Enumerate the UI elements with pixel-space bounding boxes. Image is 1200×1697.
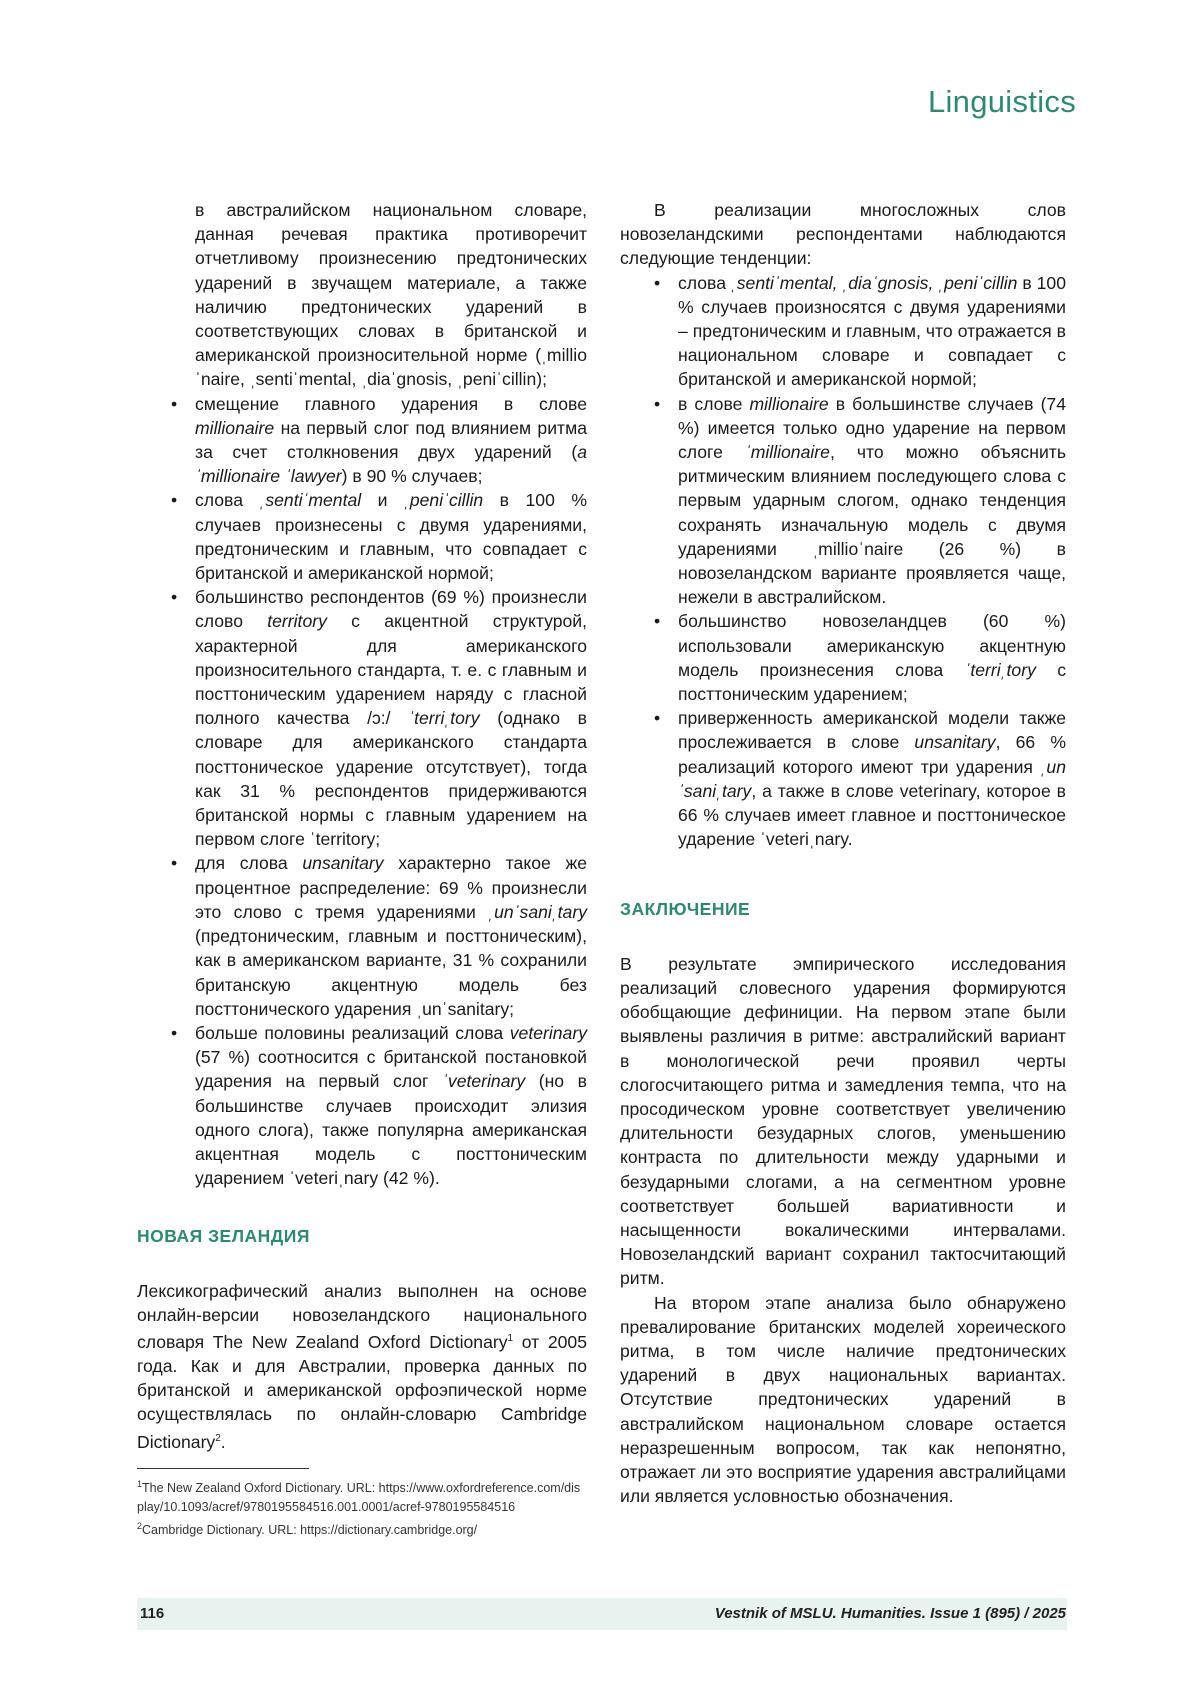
intro-paragraph: В реализации многосложных слов новозеландскими респондентами наблюдаются следующие тенденции: [620, 200, 1066, 269]
list-item: • большинство респондентов (69 %) произнесли слово territory с акцентной структурой, характерной для американского произносительного стандарта, т. е. с главным и посттоническим ударением наряду с гласной полного качества /ɔ:/ ˈterriˌtory (однако в словаре для американского стандарта посттоническое ударение отсутствует), тогда как 31 % респондентов придерживаются британской нормы с главным ударением на первом слоге ˈterritory; [171, 587, 588, 850]
list-item: • для слова unsanitary характерно такое же процентное распределение: 69 % произнесли это слово с тремя ударениями ˌunˈsaniˌtary (предтоническим, главным и посттоническим), как в американском варианте, 31 % сохранили британскую акцентную модель без посттонического ударения ˌunˈsanitary; [171, 853, 587, 1019]
list-item: • слова ˌsentiˈmental и ˌpeniˈcillin в 100 % случаев произнесены с двумя ударениями, предтоническим и главным, что совпадает с британской и американской нормой; [171, 490, 587, 584]
page-number: 116 [140, 1605, 165, 1622]
list-item: • смещение главного ударения в слове millionaire на первый слог под влиянием ритма за счет столкновения двух ударений (a ˈmillionaire ˈlawyer) в 90 % случаев; [171, 393, 587, 487]
left-bullet-list [137, 392, 587, 1191]
right-column [620, 198, 1066, 1508]
footnote-divider [137, 1468, 309, 1469]
list-item: • в слове millionaire в большинстве случаев (74 %) имеется только одно ударение на первом слоге ˈmillionaire, что можно объяснить ритмическим влиянием последующего слова с первым ударным слогом, однако тенденция сохранять изначальную модель с двумя ударениями ˌmillioˈnaire (26 %) в новозеландском варианте проявляется чаще, нежели в австралийском. [654, 393, 1067, 608]
section-title: Linguistics [927, 84, 1076, 119]
list-item: • слова ˌsentiˈmental, ˌdiaˈgnosis, ˌpeniˈcillin в 100 % случаев произносятся с двумя ударениями – предтоническим и главным, что отражается в национальном словаре и совпадает с британской и американской нормой; [654, 272, 1067, 390]
right-bullet-list [620, 271, 1066, 852]
heading-new-zealand: НОВАЯ ЗЕЛАНДИЯ [137, 1226, 310, 1247]
journal-citation: Vestnik of MSLU. Humanities. Issue 1 (895) / 2025 [714, 1605, 1066, 1622]
left-column [137, 198, 587, 1540]
footnote-1: $^1$The New Zealand Oxford Dictionary. URL: https://www.oxfordreference.com/display/10.1093/acref/9780195584516.001.0001/acref-9780195584516 [137, 1478, 581, 1514]
nz-paragraph: Лексикографический анализ выполнен на основе онлайн-версии новозеландского национального словаря The New Zealand Oxford Dictionary$^1$ от 2005 года. Как и для Австралии, проверка данных по британской и американской орфоэпической норме осуществлялась по онлайн-словарю Cambridge Dictionary$^2$. [137, 1280, 587, 1452]
footnote-2: $^2$Cambridge Dictionary. URL: https://dictionary.cambridge.org/ [137, 1520, 478, 1537]
conclusion-paragraph-2: На втором этапе анализа было обнаружено превалирование британских моделей хореического ритма, в том числе наличие предтонических ударений в двух национальных вариантах. Отсутствие предтонических ударений в австралийском национальном словаре остается неразрешенным вопросом, так как непонятно, отражает ли это восприятие ударения австралийцами или является условностью обозначения. [620, 1292, 1066, 1507]
continued-paragraph: в австралийском национальном словаре, данная речевая практика противоречит отчетливому произнесению предтонических ударений в звучащем материале, а также наличию предтонических ударений в соответствующих словах в британской и американской произносительной норме (ˌmillioˈnaire, ˌsentiˈmental, ˌdiaˈgnosis, ˌpeniˈcillin); [195, 200, 587, 390]
list-item: • приверженность американской модели также прослеживается в слове unsanitary, 66 % реализаций которого имеют три ударения ˌunˈsaniˌtary, а также в слове veterinary, которое в 66 % случаев имеет главное и посттоническое ударение ˈveteriˌnary. [654, 708, 1066, 850]
list-item: • больше половины реализаций слова veterinary (57 %) соотносится с британской постановкой ударения на первый слог ˈveterinary (но в большинстве случаев происходит элизия одного слога), также популярна американская акцентная модель с посттоническим ударением ˈveteriˌnary (42 %). [171, 1022, 587, 1189]
conclusion-paragraph-1: В результате эмпирического исследования реализаций словесного ударения формируются обобщающие дефиниции. На первом этапе были выявлены различия в ритме: австралийский вариант в монологической речи проявил черты слогосчитающего ритма и замедления темпа, что на просодическом уровне соответствует увеличению длительности безударных слогов, уменьшению контраста по длительности между ударными и безударными слогами, а на сегментном уровне соответствует большей вариативности и насыщенности вокалическими интервалами. Новозеландский вариант сохранил тактосчитающий ритм. [620, 953, 1066, 1289]
heading-conclusion: ЗАКЛЮЧЕНИЕ [620, 899, 751, 920]
list-item: • большинство новозеландцев (60 %) использовали американскую акцентную модель произнесения слова ˈterriˌtory с посттоническим ударением; [654, 611, 1067, 705]
